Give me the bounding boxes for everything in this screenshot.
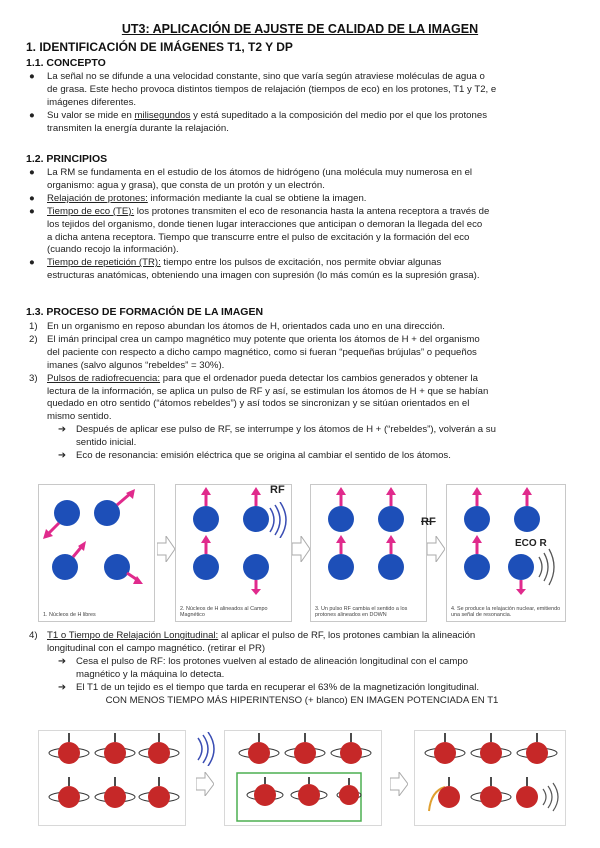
- proceso-heading: 1.3. PROCESO DE FORMACIÓN DE LA IMAGEN: [26, 306, 264, 318]
- eco-label: ECO R: [515, 538, 547, 549]
- rf-wave-icon: [194, 732, 220, 766]
- figure-panel: [224, 730, 382, 826]
- bullet-icon: ●: [29, 192, 35, 204]
- step-arrow-icon: [196, 772, 214, 796]
- figure-panel: [310, 484, 427, 622]
- rf-process-figure: [38, 484, 566, 624]
- figure-panel: [38, 484, 155, 622]
- list-item: ● Su valor se mide en milisegundos y está supeditado a la composición del medio por el que los protones transmiten la energía durante la relajación.: [29, 109, 487, 134]
- arrow-right-icon: ➔: [58, 655, 67, 667]
- figure-panel: [446, 484, 566, 622]
- bullet-icon: ●: [29, 167, 35, 178]
- list-item: 3) Pulsos de radiofrecuencia: para que el ordenador pueda detectar los cambios generados y obtener la lectura de la información, se aplica un pulso de RF y así, se estimulan los átomos de H + que se habían quedado en otro sentido (“átomos rebeldes”) y así todos se sincronizan y se sitúan orientados en el mismo sentido.: [29, 372, 489, 423]
- step-arrow-icon: [157, 536, 175, 562]
- step-arrow-icon: [427, 536, 445, 562]
- list-item: ➔ Eco de resonancia: emisión eléctrica que se origina al cambiar el sentido de los átomos.: [58, 450, 451, 462]
- rf-off-label: RF: [421, 516, 436, 528]
- list-item: ➔ Cesa el pulso de RF: los protones vuelven al estado de alineación longitudinal con el campo magnético y la máquina lo detecta.: [58, 655, 468, 680]
- arrow-right-icon: ➔: [58, 450, 67, 462]
- figure-caption: 4. Se produce la relajación nuclear, emitiendo una señal de resonancia.: [451, 605, 561, 618]
- proceso-list-b: [26, 630, 578, 707]
- arrow-right-icon: ➔: [58, 424, 67, 436]
- rf-label: RF: [270, 484, 285, 496]
- list-item: ● Tiempo de repetición (TR): tiempo entre los pulsos de excitación, nos permite obviar algunas estructuras anatómicas, obteniendo una imagen con supresión (lo más común es la supresión grasa).: [29, 257, 480, 282]
- figure-panel: [414, 730, 566, 826]
- t1-note: CON MENOS TIEMPO MÁS HIPERINTENSO (+ blanco) EN IMAGEN POTENCIADA EN T1: [105, 694, 499, 706]
- section-heading: 1. IDENTIFICACIÓN DE IMÁGENES T1, T2 Y DP: [26, 40, 293, 54]
- concepto-heading: 1.1. CONCEPTO: [26, 57, 106, 69]
- arrow-right-icon: ➔: [58, 681, 67, 693]
- list-item: ● Relajación de protones: información mediante la cual se obtiene la imagen.: [29, 192, 367, 204]
- rf-wave-icon: [266, 502, 292, 538]
- list-item: 4) T1 o Tiempo de Relajación Longitudinal: al aplicar el pulso de RF, los protones cambian la alineación longitudinal con el campo magnético. (retirar el PR): [29, 630, 476, 654]
- figure-panel: [38, 730, 186, 826]
- list-item: ➔ El T1 de un tejido es el tiempo que tarda en recuperar el 63% de la magnetización longitudinal.: [58, 681, 480, 693]
- list-item: ● Tiempo de eco (TE): los protones transmiten el eco de resonancia hasta la antena receptora a través de los tejidos del organismo, donde tienen lugar interacciones que anticipan o demoran la llegada del eco a dicha antena receptora. Tiempo que transcurre entre el pulso de excitación y la formación del eco (cuando recojo la información).: [29, 205, 490, 256]
- figure-caption: 1. Núcleos de H libres: [43, 611, 96, 618]
- list-item: 1) En un organismo en reposo abundan los átomos de H, orientados cada uno en una dirección.: [29, 321, 445, 332]
- proceso-list-a: [26, 321, 578, 463]
- principios-list: [26, 167, 578, 283]
- t1-relaxation-figure: [38, 730, 566, 828]
- list-item: ● La señal no se difunde a una velocidad constante, sino que varía según atraviese moléculas de agua o de grasa. Este hecho provoca distintos tiempos de relajación (tiempos de eco) en los protones, T1 y T2, e imágenes diferentes.: [29, 71, 497, 108]
- bullet-icon: ●: [29, 205, 35, 217]
- list-item: 2) El imán principal crea un campo magnético muy potente que orienta los átomos de H + del organismo del paciente con respecto a dicho campo magnético, como si fueran “pequeñas brújulas” o pequeños imanes (salvo algunos “rebeldes” = 30%).: [29, 333, 480, 371]
- figure-caption: 2. Núcleos de H alineados al Campo Magnético: [180, 605, 268, 618]
- concepto-list: [26, 71, 578, 136]
- principios-heading: 1.2. PRINCIPIOS: [26, 153, 108, 165]
- list-item: ➔ Después de aplicar ese pulso de RF, se interrumpe y los átomos de H + (“rebeldes”), volverán a su sentido inicial.: [58, 424, 496, 449]
- page-title: UT3: APLICACIÓN DE AJUSTE DE CALIDAD DE LA IMAGEN: [121, 22, 479, 36]
- figure-caption: 3. Un pulso RF cambia el sentido a los protones alineados en DOWN: [315, 605, 408, 618]
- step-arrow-icon: [390, 772, 408, 796]
- step-arrow-icon: [292, 536, 310, 562]
- bullet-icon: ●: [29, 109, 35, 121]
- bullet-icon: ●: [29, 71, 35, 82]
- bullet-icon: ●: [29, 257, 35, 269]
- list-item: ● La RM se fundamenta en el estudio de los átomos de hidrógeno (una molécula muy numerosa en el organismo: agua y grasa), que consta de un protón y un electrón.: [29, 167, 473, 191]
